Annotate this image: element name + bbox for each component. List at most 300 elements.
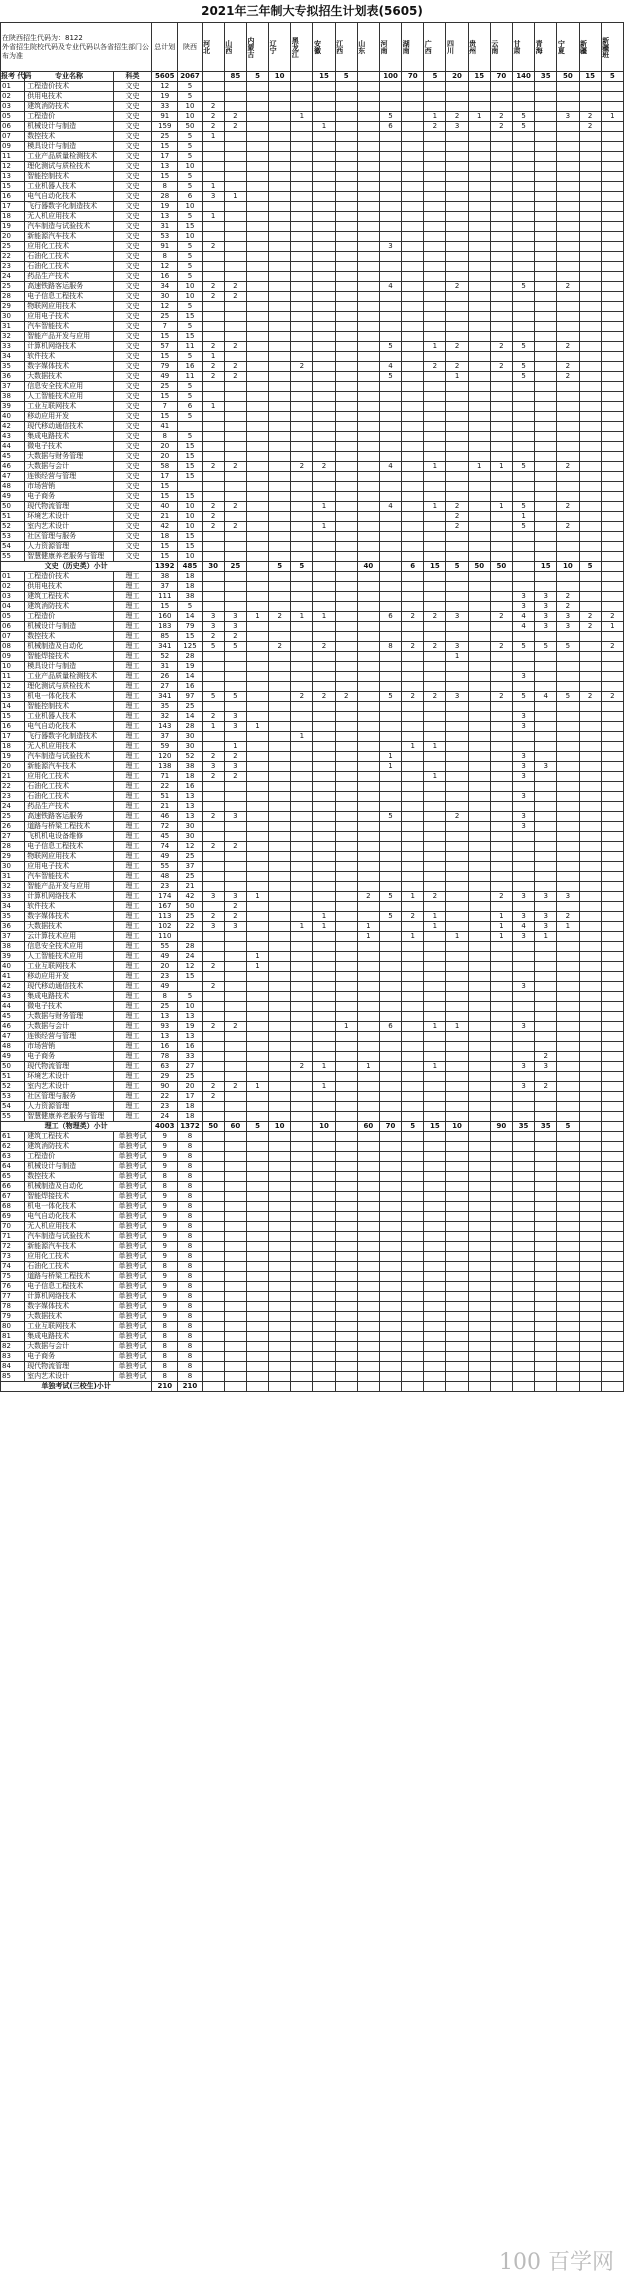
- province-plan: [557, 1082, 579, 1092]
- province-plan: [246, 622, 268, 632]
- province-plan: [601, 1162, 623, 1172]
- total-plan: 160: [152, 612, 178, 622]
- major-name: 信息安全技术应用: [25, 382, 114, 392]
- shaanxi-plan: 5: [178, 212, 202, 222]
- province-plan: [379, 1112, 401, 1122]
- province-plan: [379, 482, 401, 492]
- subject-type: 理工: [113, 972, 151, 982]
- major-code: 45: [1, 452, 25, 462]
- province-plan: [335, 212, 357, 222]
- province-plan: [291, 1352, 313, 1362]
- total-plan: 25: [152, 1002, 178, 1012]
- province-plan: [446, 1102, 468, 1112]
- province-plan: [446, 1202, 468, 1212]
- province-plan: [490, 982, 512, 992]
- province-plan: [246, 1282, 268, 1292]
- province-plan: [402, 1332, 424, 1342]
- province-plan: [601, 432, 623, 442]
- province-plan: [446, 1052, 468, 1062]
- province-plan: [357, 1042, 379, 1052]
- province-plan: [269, 1372, 291, 1382]
- major-name: 工程造价: [25, 112, 114, 122]
- table-row: [1, 1242, 624, 1252]
- province-plan: [313, 202, 335, 212]
- province-plan: [535, 1272, 557, 1282]
- province-plan: [468, 1022, 490, 1032]
- province-plan: [601, 972, 623, 982]
- province-plan: 1: [291, 732, 313, 742]
- province-plan: [579, 962, 601, 972]
- province-plan: 1: [424, 742, 446, 752]
- major-code: 10: [1, 662, 25, 672]
- table-row: [1, 992, 624, 1002]
- shaanxi-plan: 8: [178, 1372, 202, 1382]
- province-plan: [335, 1302, 357, 1312]
- province-plan: [424, 942, 446, 952]
- province-plan: [246, 402, 268, 412]
- shaanxi-plan: 5: [178, 272, 202, 282]
- province-plan: [490, 592, 512, 602]
- major-name: 工业互联网技术: [25, 1322, 114, 1332]
- major-code: 16: [1, 722, 25, 732]
- province-plan: 3: [512, 772, 534, 782]
- province-plan: [535, 262, 557, 272]
- province-plan: [490, 762, 512, 772]
- subject-type: 单独考试: [113, 1232, 151, 1242]
- subject-type: 文史: [113, 232, 151, 242]
- province-plan: [468, 312, 490, 322]
- province-plan: [379, 572, 401, 582]
- province-plan: [601, 1092, 623, 1102]
- major-code: 13: [1, 172, 25, 182]
- province-plan: [291, 1252, 313, 1262]
- province-plan: [313, 322, 335, 332]
- table-row: [1, 192, 624, 202]
- province-plan: [601, 182, 623, 192]
- province-plan: [579, 1242, 601, 1252]
- province-plan: 5: [512, 362, 534, 372]
- major-code: 72: [1, 1242, 25, 1252]
- major-code: 23: [1, 792, 25, 802]
- province-plan: [446, 1002, 468, 1012]
- province-plan: [579, 402, 601, 412]
- province-plan: [535, 1192, 557, 1202]
- major-name: 应用电子技术: [25, 312, 114, 322]
- province-plan: [512, 1292, 534, 1302]
- total-plan: 15: [152, 492, 178, 502]
- province-plan: [446, 252, 468, 262]
- province-plan: [291, 542, 313, 552]
- shaanxi-plan: 52: [178, 752, 202, 762]
- shaanxi-plan: 15: [178, 472, 202, 482]
- table-row: [1, 1232, 624, 1242]
- province-plan: 2: [224, 342, 246, 352]
- shaanxi-plan: 5: [178, 252, 202, 262]
- subtotal-value: 5: [291, 562, 313, 572]
- province-plan: [246, 262, 268, 272]
- province-plan: [601, 1292, 623, 1302]
- province-plan: [535, 852, 557, 862]
- major-name: 大数据与财务管理: [25, 452, 114, 462]
- province-plan: [601, 1052, 623, 1062]
- province-plan: [224, 442, 246, 452]
- total-plan: 24: [152, 1112, 178, 1122]
- province-plan: [446, 352, 468, 362]
- province-plan: [357, 1032, 379, 1042]
- shaanxi-plan: 15: [178, 532, 202, 542]
- subject-type: 理工: [113, 742, 151, 752]
- province-plan: [557, 82, 579, 92]
- province-plan: [579, 1332, 601, 1342]
- province-plan: 1: [246, 962, 268, 972]
- major-name: 石油化工技术: [25, 262, 114, 272]
- shaanxi-plan: 25: [178, 872, 202, 882]
- province-plan: [313, 832, 335, 842]
- province-plan: [557, 322, 579, 332]
- province-plan: 2: [224, 282, 246, 292]
- province-plan: 2: [424, 892, 446, 902]
- province-plan: [424, 372, 446, 382]
- province-plan: [313, 802, 335, 812]
- province-plan: [291, 222, 313, 232]
- province-plan: [601, 322, 623, 332]
- shaanxi-plan: 18: [178, 1112, 202, 1122]
- total-plan: 45: [152, 832, 178, 842]
- province-plan: [468, 1232, 490, 1242]
- major-name: 电子商务: [25, 1352, 114, 1362]
- province-plan: [379, 322, 401, 332]
- province-plan: [313, 1172, 335, 1182]
- province-plan: 1: [313, 122, 335, 132]
- province-plan: [291, 352, 313, 362]
- province-plan: 1: [313, 1062, 335, 1072]
- province-plan: [357, 362, 379, 372]
- province-plan: [512, 992, 534, 1002]
- province-plan: [535, 872, 557, 882]
- province-plan: [579, 332, 601, 342]
- table-row: [1, 1352, 624, 1362]
- province-plan: [468, 232, 490, 242]
- province-plan: 2: [601, 612, 623, 622]
- total-plan: 23: [152, 972, 178, 982]
- province-plan: [512, 652, 534, 662]
- province-plan: [490, 222, 512, 232]
- province-plan: [535, 1152, 557, 1162]
- major-name: 智能控制技术: [25, 702, 114, 712]
- shaanxi-plan: 11: [178, 342, 202, 352]
- subject-type: 文史: [113, 172, 151, 182]
- shaanxi-plan: 50: [178, 122, 202, 132]
- province-plan: [446, 592, 468, 602]
- subject-type: 理工: [113, 912, 151, 922]
- table-row: [1, 1302, 624, 1312]
- shaanxi-plan: 5: [178, 352, 202, 362]
- province-plan: [535, 422, 557, 432]
- major-name: 室内艺术设计: [25, 522, 114, 532]
- province-plan: [379, 802, 401, 812]
- province-header: 河北: [202, 23, 224, 72]
- province-plan: [557, 432, 579, 442]
- major-code: 18: [1, 212, 25, 222]
- province-plan: [512, 1372, 534, 1382]
- shaanxi-plan: 24: [178, 952, 202, 962]
- province-plan: [291, 242, 313, 252]
- province-plan: [269, 222, 291, 232]
- province-header: 广西: [424, 23, 446, 72]
- province-plan: [468, 1152, 490, 1162]
- province-plan: [490, 1332, 512, 1342]
- province-plan: [402, 1182, 424, 1192]
- province-plan: [313, 872, 335, 882]
- province-plan: [313, 1102, 335, 1112]
- province-plan: [269, 482, 291, 492]
- province-plan: [357, 252, 379, 262]
- province-plan: [246, 1252, 268, 1262]
- province-plan: [202, 932, 224, 942]
- province-plan: [579, 802, 601, 812]
- province-plan: [224, 942, 246, 952]
- province-plan: [335, 1062, 357, 1072]
- province-plan: [246, 362, 268, 372]
- province-plan: [579, 172, 601, 182]
- total-plan: 8: [152, 1342, 178, 1352]
- subject-type: 理工: [113, 862, 151, 872]
- province-plan: [335, 752, 357, 762]
- total-plan: 15: [152, 172, 178, 182]
- total-plan: 49: [152, 952, 178, 962]
- province-plan: [269, 1222, 291, 1232]
- province-plan: [512, 262, 534, 272]
- province-plan: [357, 1352, 379, 1362]
- province-plan: [468, 502, 490, 512]
- shaanxi-plan: 18: [178, 1102, 202, 1112]
- province-plan: [246, 922, 268, 932]
- major-code: 51: [1, 512, 25, 522]
- province-plan: [402, 1222, 424, 1232]
- province-plan: [357, 732, 379, 742]
- subject-type: 理工: [113, 582, 151, 592]
- table-row: [1, 1142, 624, 1152]
- province-plan: [557, 722, 579, 732]
- major-code: 73: [1, 1252, 25, 1262]
- major-code: 46: [1, 462, 25, 472]
- shaanxi-plan: 13: [178, 812, 202, 822]
- subject-type: 理工: [113, 682, 151, 692]
- province-plan: [379, 1212, 401, 1222]
- subtotal-label: 理工（物理类）小计: [1, 1122, 152, 1132]
- province-plan: [379, 1232, 401, 1242]
- province-plan: [357, 842, 379, 852]
- province-header: 黑龙江: [291, 23, 313, 72]
- major-name: 应用电子技术: [25, 862, 114, 872]
- province-plan: [446, 712, 468, 722]
- province-plan: [357, 1162, 379, 1172]
- shaanxi-plan: 15: [178, 442, 202, 452]
- province-plan: [246, 522, 268, 532]
- province-plan: [490, 352, 512, 362]
- province-plan: [335, 1312, 357, 1322]
- province-plan: [202, 592, 224, 602]
- shaanxi-plan: 15: [178, 462, 202, 472]
- province-plan: [313, 982, 335, 992]
- province-plan: [490, 132, 512, 142]
- province-plan: [424, 352, 446, 362]
- province-plan: [446, 1372, 468, 1382]
- province-plan: [357, 792, 379, 802]
- province-plan: [357, 342, 379, 352]
- subject-type: 文史: [113, 462, 151, 472]
- province-plan: [269, 1042, 291, 1052]
- major-name: 集成电路技术: [25, 1332, 114, 1342]
- province-plan: [202, 1232, 224, 1242]
- table-row: [1, 672, 624, 682]
- shaanxi-plan: 12: [178, 842, 202, 852]
- total-plan: 13: [152, 212, 178, 222]
- province-plan: [357, 872, 379, 882]
- total-plan: 22: [152, 782, 178, 792]
- major-code: 12: [1, 682, 25, 692]
- province-plan: [424, 1102, 446, 1112]
- province-plan: [490, 322, 512, 332]
- subject-type: 单独考试: [113, 1182, 151, 1192]
- province-plan: [579, 942, 601, 952]
- total-plan: 25: [152, 382, 178, 392]
- province-plan: [246, 982, 268, 992]
- province-plan: [424, 452, 446, 462]
- province-plan: [224, 1012, 246, 1022]
- total-plan: 13: [152, 162, 178, 172]
- subtotal-value: 25: [224, 562, 246, 572]
- province-plan: [512, 82, 534, 92]
- shaanxi-plan: 5: [178, 182, 202, 192]
- province-plan: [224, 182, 246, 192]
- total-plan: 8: [152, 432, 178, 442]
- province-plan: [446, 952, 468, 962]
- province-plan: [313, 552, 335, 562]
- province-plan: [402, 862, 424, 872]
- page-title: 2021年三年制大专拟招生计划表(5605): [201, 4, 423, 18]
- province-plan: 3: [512, 892, 534, 902]
- province-plan: [335, 202, 357, 212]
- province-plan: 5: [379, 692, 401, 702]
- major-name: 汽车智能技术: [25, 872, 114, 882]
- province-plan: [335, 1082, 357, 1092]
- province-plan: [468, 682, 490, 692]
- province-plan: [313, 762, 335, 772]
- province-plan: [335, 602, 357, 612]
- province-plan: [579, 282, 601, 292]
- province-plan: [202, 1312, 224, 1322]
- province-plan: [557, 582, 579, 592]
- province-plan: [490, 1002, 512, 1012]
- province-plan: [269, 1162, 291, 1172]
- table-row: [1, 662, 624, 672]
- province-plan: [535, 222, 557, 232]
- subject-type: 理工: [113, 882, 151, 892]
- major-code: 51: [1, 1072, 25, 1082]
- province-plan: 2: [224, 112, 246, 122]
- table-row: [1, 712, 624, 722]
- subtotal-value: 210: [152, 1382, 178, 1392]
- major-code: 06: [1, 622, 25, 632]
- province-plan: [446, 142, 468, 152]
- major-name: 汽车制造与试验技术: [25, 752, 114, 762]
- province-plan: [224, 782, 246, 792]
- province-plan: [357, 692, 379, 702]
- province-plan: 2: [402, 612, 424, 622]
- province-plan: [269, 1282, 291, 1292]
- province-plan: [224, 652, 246, 662]
- province-plan: [557, 92, 579, 102]
- province-plan: [379, 832, 401, 842]
- province-plan: 2: [335, 692, 357, 702]
- major-code: 28: [1, 842, 25, 852]
- province-plan: [579, 1252, 601, 1262]
- province-plan: [402, 132, 424, 142]
- province-plan: [379, 722, 401, 732]
- province-plan: [468, 862, 490, 872]
- table-row: [1, 1192, 624, 1202]
- province-plan: [468, 772, 490, 782]
- province-plan: [601, 1192, 623, 1202]
- province-plan: [512, 802, 534, 812]
- major-code: 48: [1, 482, 25, 492]
- subtotal-value: 10: [269, 1122, 291, 1132]
- province-plan: [535, 212, 557, 222]
- province-plan: [535, 472, 557, 482]
- province-plan: [490, 1012, 512, 1022]
- province-plan: [335, 702, 357, 712]
- province-plan: [424, 1002, 446, 1012]
- province-plan: [512, 1282, 534, 1292]
- province-plan: [402, 312, 424, 322]
- province-plan: [335, 1222, 357, 1232]
- province-plan: [601, 232, 623, 242]
- major-name: 大数据与会计: [25, 1022, 114, 1032]
- province-plan: [224, 1102, 246, 1112]
- province-plan: [601, 1242, 623, 1252]
- enrollment-code-note: 在陕西招生代码为：8122 外省招生院校代码及专业代码以各省招生部门公布为准: [1, 23, 152, 72]
- province-plan: [269, 262, 291, 272]
- total-plan: 20: [152, 452, 178, 462]
- province-plan: [557, 332, 579, 342]
- major-name: 药品生产技术: [25, 272, 114, 282]
- province-plan: [535, 162, 557, 172]
- province-plan: [579, 232, 601, 242]
- province-plan: [402, 662, 424, 672]
- province-plan: [313, 422, 335, 432]
- total-plan: 113: [152, 912, 178, 922]
- shaanxi-plan: 8: [178, 1362, 202, 1372]
- province-plan: [379, 542, 401, 552]
- province-plan: [424, 172, 446, 182]
- province-plan: [579, 82, 601, 92]
- province-plan: [402, 992, 424, 1002]
- province-plan: [490, 1232, 512, 1242]
- province-plan: 2: [446, 112, 468, 122]
- major-code: 22: [1, 252, 25, 262]
- total-plan: 8: [152, 1362, 178, 1372]
- major-name: 大数据与会计: [25, 462, 114, 472]
- province-plan: [490, 722, 512, 732]
- major-code: 33: [1, 892, 25, 902]
- province-plan: [490, 292, 512, 302]
- table-row: [1, 1282, 624, 1292]
- province-plan: [246, 412, 268, 422]
- province-plan: [335, 412, 357, 422]
- major-name: 数控技术: [25, 132, 114, 142]
- province-plan: [357, 422, 379, 432]
